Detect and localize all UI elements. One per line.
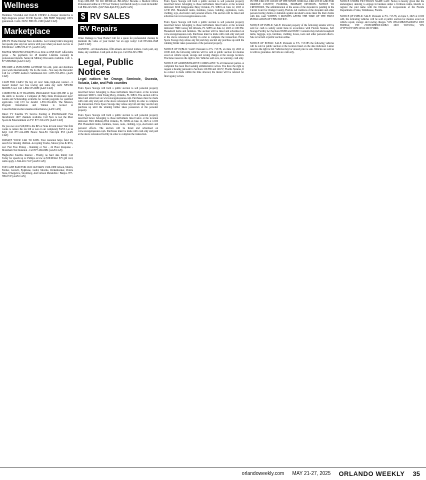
legal-notice: Extra Space Storage will hold a public auction to sell personal property described below belonging to those individuals listed below at the location indicated: 9000 S. John Young Pkwy, Orlando, FL 32819. The auction will be listed and advertised on www.storagetreasures.com. Purchases must be made with cash only and paid at the above referenced facility in order to complete the transaction. Extra Space Storage may refuse any bid and may rescind any purchase up until the winning bidder takes possession of the personal property.	[78, 87, 158, 112]
legal-notice: NOTICE OF PUBLIC SALE: Pursuant to F.S. 713.78, on June 5, 2025 at 10:00 AM, the following vehicles will be sold at public auction for monies owed on vehicle repair, storage and towing charges. VIN 1HGCM82633A004352 2003 HONDA; VIN 2T1BURHE0JC043821 2018 TOYOTA; VIN 1FTFW1ET5DFC10312 2013 FORD.	[340, 14, 424, 30]
column-1	[2, 0, 73, 466]
rv-sales-header	[78, 12, 158, 22]
legal-subheading: Legal notices for Orange, Seminole, Osceola, Volusia, Lake, and Polk counties	[78, 76, 158, 85]
page-footer	[0, 467, 426, 480]
column-3	[164, 0, 244, 466]
footer-brand: ORLANDO WEEKLY	[338, 470, 405, 478]
legal-notice: NOTICE UNDER FICTITIOUS NAME LAW: Notice is hereby given that the undersigned, desiring to engage in business under a fictitious name, intends to register the said name with the Division of Corporations of the Florida Department of State, Tallahassee, Florida.	[340, 0, 424, 13]
legal-heading-line1: Legal, Public	[78, 56, 134, 67]
legal-notice: Extra Space Storage will hold a public auction to sell personal property described below belonging to those individuals listed below at the location indicated: 6010 Kingspointe Pkwy Orlando, FL 32819 on June 12, 2025 at 12:30 PM. Household items, furniture, boxes, bedding, appliances, tools, clothing, toys, electronics and personal effects. The auction will be listed and advertised on www.storagetreasures.com.	[164, 0, 244, 19]
page-number: 35	[412, 470, 420, 478]
legal-notice: Extra Space Storage will hold a public auction to sell personal property described below belonging to those individuals listed below at the location indicated: 3601 Millenia Blvd Orlando, FL 32839 on June 12, 2025 at 12:00 PM. Household items, furniture, boxes, tools, clothing, toys, electronics and personal effects. The auction will be listed and advertised on www.storagetreasures.com. Purchases must be made with cash only and paid at the above referenced facility in order to complete the transaction.	[78, 114, 158, 136]
legal-notice: NOTICE OF PUBLIC SALE: Pursuant to F.S. 713.585 the following vehicles will be sold at public auction at the location listed on the date indicated. Lienor reserves the right to bid. Vehicles may be viewed prior to sale. Vehicles are sold as is with no guarantee. All bids are cash only.	[250, 41, 334, 54]
classified-ad: COMPUTER & IT TRAINING PROGRAM! Train ONLINE to get the skills to become a Computer & Help Desk Professional now! Grants and Scholarships available for certain programs for qualified applicants. Call CTI for details! 1-855-554-4616. The Mission, Program Information and Tuition is located at CareerTechnical.edu/consumer-information. (AAN CAN)	[2, 92, 73, 111]
dollar-icon: $	[78, 12, 88, 22]
rv-sales-title: RV SALES	[90, 12, 130, 22]
classified-ad: Train ONLINE TO DO MEDICAL BILLING! Become a Medical Office Professional online at CTI! Get Trained, Certified & ready to work in months! Call 866-243-5931. (M-F 8am-6pm ET) (AAN CAN)	[78, 0, 158, 10]
classified-ad: DONATE YOUR CAR TO KIDS. Your donation helps fund the search for missing children. Accepting Trucks, Motorcycles & RV's, too! Fast Free Pickup - Running or Not - 24 Hour Response - Maximum Tax Donation - Call 877-266-0681 (AAN CAN)	[2, 139, 73, 152]
classified-ad: Direct TV Satellite TV Service Starting at $59.99/month! Free Installation! 160+ channels available. Call Now to Get the Most Sports & Entertainment on TV! 877-310-2472 (AAN CAN)	[2, 113, 73, 123]
legal-notice: Extra Space Storage will hold a public auction to sell personal property described below belonging to those individuals listed below at the location indicated: 7800 Conroy Rd Orlando, FL 32835 on June 12, 2025 at 1:00 PM. Household items and furniture. The auction will be listed and advertised on www.storagetreasures.com. Purchases must be made with cash only and paid at the above referenced facility in order to complete the transaction. Extra Space Storage may refuse any bid and may rescind any purchase up until the winning bidder takes possession of the personal property.	[164, 20, 244, 46]
classified-ad: WANTED - All motorhomes, fifth-wheels and travel trailers. Cash paid, any make, any condition. Cash paid on the spot. Call 954-345-7866	[78, 48, 158, 55]
legal-heading-line2: Notices	[78, 66, 111, 77]
column-5	[340, 0, 424, 466]
classified-ad: Water Damage to Your Home? Call for a quote for professional cleanup & maintain the value of your home! Set an appt today! Call 833-664-1848 (AAN CAN)	[78, 36, 158, 46]
classified-ad: HughesNet Satellite Internet - Finally, no hard data limits! Call Today for speeds up to 25mbps as low as $59.99/mo! $75 gift card, terms apply. 1-844-416-7147 (AAN CAN)	[2, 154, 73, 164]
classified-ad: Do you owe over $10,000 to the IRS or State in back taxes? Our firm works to reduce the tax bill or zero it out completely FAST. Let us help! Call 877-414-2089 Hours: Mon-Fri 7am-5pm PST (AAN CAN)	[2, 124, 73, 137]
classified-ad: BATH & SHOWER UPDATES in as little as ONE DAY! Affordable prices - No payments for 18 months! Lifetime warranty & professional installs. Senior & Military Discounts available. Call: 1-877-898-8946 (AAN CAN)	[2, 51, 73, 64]
section-header-marketplace: Marketplace	[2, 26, 73, 38]
legal-notice: IN THE CIRCUIT COURT OF THE NINTH JUDICIAL CIRCUIT IN AND FOR ORANGE COUNTY, FLORIDA. PROBATE DIVISION. NOTICE TO CREDITORS. The administration of the estate of the decedent is pending in the Circuit Court for Orange County, Florida. All creditors of the decedent and other persons having claims or demands against decedent's estate must file their claims with this court WITHIN 3 MONTHS AFTER THE TIME OF THE FIRST PUBLICATION OF THIS NOTICE.	[250, 0, 334, 22]
legal-heading	[78, 57, 158, 77]
section-header-wellness: Wellness	[2, 0, 73, 12]
footer-url: orlandoweekly.com	[241, 471, 285, 477]
legal-notice: NOTICE OF PUBLIC SALE: Pursuant to F.S. 713.78, on June 10, 2025 at 10:00 AM, the following vehicles will be sold at public auction for monies owed on vehicle repair, storage and towing charges at the storage location. The lienor reserves the right to bid. Vehicles sold as is, no warranty, cash only.	[164, 47, 244, 60]
legal-notice: NOTICE OF PUBLIC SALE: Personal property of the following tenants will be sold for cash to satisfy rental liens in accordance with Florida Statutes, Self Storage Facility Act Sections 83.806 and 83.807. Contents may include household items, luggage, toys, furniture, clothing, boxes, tools and other personal effects. Sale to be held at public auction online.	[250, 23, 334, 40]
section-header-rv-repairs: RV Repairs	[78, 24, 158, 35]
legal-notice: NOTICE OF ADMINISTRATIVE COMPLAINT: To all interested parties. A complaint has been filed seeking administrative action. You have the right to request a hearing pursuant to Sections 120.569 and 120.57, Florida Statutes. If no contact is made within the time allowed, the matter will be referred for final agency action.	[164, 62, 244, 78]
column-2	[78, 0, 158, 466]
classified-ad: CASH FOR CARS! We buy all cars! Junk, high-end, totaled - it doesn't matter! Get free towing and same day cash! NEWER MODELS too! Call 1-866-535-9689 (AAN CAN)	[2, 80, 73, 90]
classified-ad: Harmless: VIAGRA and CIALIS USERS! A cheaper alternative to high drugstore prices! 50 Pill Special - $99 FREE Shipping! 100% guaranteed. CALL NOW: 888-531-1990 (AAN CAN)	[2, 14, 73, 24]
classified-ad: TOP CASH PAID FOR OLD GUITARS! 1920-1980 Gibson, Martin, Fender, Gretsch, Epiphone, Guild, Mosrite, Rickenbacker, Prairie State, D'Angelico, Stromberg. And Gibson Mandolins / Banjos. 877-589-0747 (AAN CAN)	[2, 165, 73, 178]
classified-ad: BECOME A PUBLISHED AUTHOR! We edit, print and distribute your work internationally. We do the work... You reap the Rewards! Call for a FREE Author's Submission Kit: 1-833-355-4851. (AAN CAN)	[2, 65, 73, 79]
classified-ad: RELTS! Home Internet Now Available. Get CenturyLink's shopping fast speeds plus stay fast service with your when you need. As low as $39.99/mo! 1-888-570-4717. (AAN CAN)	[2, 39, 73, 49]
footer-date: MAY 21-27, 2025	[292, 471, 331, 477]
column-4	[250, 0, 334, 466]
